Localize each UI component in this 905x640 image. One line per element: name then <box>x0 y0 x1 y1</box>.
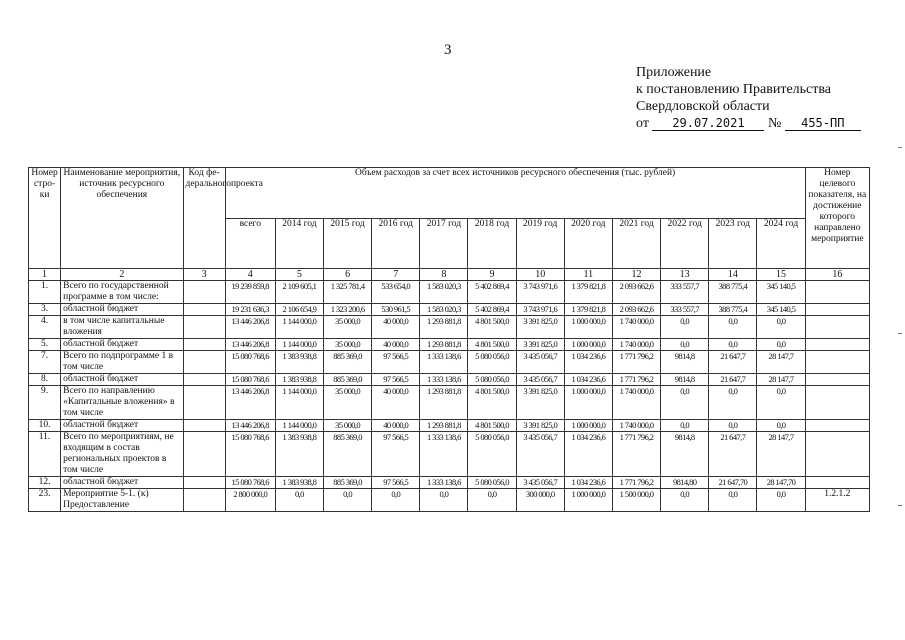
table-row <box>29 432 870 477</box>
value-cell: 5 080 056,0 <box>468 432 516 477</box>
row-name-cell: областной бюджет <box>61 374 183 386</box>
value-cell: 1 144 000,0 <box>275 386 323 420</box>
column-numbers-row <box>29 269 870 281</box>
row-name-cell: Всего по подпрограмме 1 в том числе <box>61 351 183 374</box>
value-cell: 28 147,70 <box>757 477 805 489</box>
column-number: 11 <box>564 269 612 281</box>
value-cell: 1 379 821,8 <box>564 304 612 316</box>
margin-mark <box>898 147 902 148</box>
value-cell: 13 446 206,8 <box>225 316 275 339</box>
header-year: 2024 год <box>757 218 805 269</box>
row-number-cell: 9. <box>29 386 61 420</box>
value-cell: 4 801 500,0 <box>468 316 516 339</box>
value-cell: 0,0 <box>661 420 709 432</box>
row-name-cell: Всего по мероприятиям, не входящим в состав региональных проектов в том числе <box>61 432 183 477</box>
value-cell: 1 034 236,6 <box>564 351 612 374</box>
value-cell: 15 080 768,6 <box>225 477 275 489</box>
value-cell: 1 771 796,2 <box>612 477 660 489</box>
column-number: 12 <box>612 269 660 281</box>
value-cell: 40 000,0 <box>372 420 420 432</box>
value-cell: 28 147,7 <box>757 351 805 374</box>
value-cell: 40 000,0 <box>372 386 420 420</box>
target-cell <box>805 386 869 420</box>
header-year: 2018 год <box>468 218 516 269</box>
header-volume: Объем расходов за счет всех источников ресурсного обеспечения (тыс. рублей) <box>225 168 805 219</box>
value-cell: 1 000 000,0 <box>564 339 612 351</box>
federal-code-cell <box>183 281 225 304</box>
header-row-number: Номер стро-ки <box>29 168 61 269</box>
federal-code-cell <box>183 304 225 316</box>
row-name-cell: областной бюджет <box>61 420 183 432</box>
target-cell <box>805 351 869 374</box>
target-cell <box>805 477 869 489</box>
value-cell: 1 383 938,8 <box>275 374 323 386</box>
value-cell: 97 566,5 <box>372 477 420 489</box>
value-cell: 388 775,4 <box>709 304 757 316</box>
appendix-block <box>636 64 861 132</box>
target-cell: 1.2.1.2 <box>805 489 869 512</box>
appendix-resolution: к постановлению Правительства <box>636 82 832 97</box>
value-cell: 3 435 056,7 <box>516 477 564 489</box>
table-body <box>29 281 870 512</box>
value-cell: 2 106 654,9 <box>275 304 323 316</box>
value-cell: 4 801 500,0 <box>468 420 516 432</box>
value-cell: 1 000 000,0 <box>564 386 612 420</box>
row-name-cell: в том числе капитальные вложения <box>61 316 183 339</box>
value-cell: 40 000,0 <box>372 339 420 351</box>
value-cell: 9814,80 <box>661 477 709 489</box>
header-year: 2019 год <box>516 218 564 269</box>
federal-code-cell <box>183 374 225 386</box>
federal-code-cell <box>183 420 225 432</box>
header-year: 2014 год <box>275 218 323 269</box>
row-number-cell: 23. <box>29 489 61 512</box>
value-cell: 15 080 768,6 <box>225 374 275 386</box>
federal-code-cell <box>183 351 225 374</box>
federal-code-cell <box>183 489 225 512</box>
value-cell: 0,0 <box>661 386 709 420</box>
column-number: 10 <box>516 269 564 281</box>
column-number: 14 <box>709 269 757 281</box>
value-cell: 1 293 881,8 <box>420 339 468 351</box>
value-cell: 0,0 <box>661 489 709 512</box>
row-number-cell: 3. <box>29 304 61 316</box>
table-row <box>29 386 870 420</box>
target-cell <box>805 304 869 316</box>
table-row <box>29 374 870 386</box>
value-cell: 885 369,0 <box>324 374 372 386</box>
value-cell: 4 801 500,0 <box>468 339 516 351</box>
value-cell: 0,0 <box>757 316 805 339</box>
number-prefix: № <box>767 116 782 131</box>
header-year: 2020 год <box>564 218 612 269</box>
value-cell: 40 000,0 <box>372 316 420 339</box>
column-number: 13 <box>661 269 709 281</box>
value-cell: 28 147,7 <box>757 432 805 477</box>
value-cell: 1 771 796,2 <box>612 374 660 386</box>
table-row <box>29 351 870 374</box>
table-row <box>29 420 870 432</box>
value-cell: 1 293 881,8 <box>420 420 468 432</box>
value-cell: 97 566,5 <box>372 432 420 477</box>
value-cell: 35 000,0 <box>324 420 372 432</box>
value-cell: 1 771 796,2 <box>612 351 660 374</box>
value-cell: 0,0 <box>324 489 372 512</box>
value-cell: 0,0 <box>661 339 709 351</box>
value-cell: 3 435 056,7 <box>516 351 564 374</box>
row-number-cell: 4. <box>29 316 61 339</box>
value-cell: 1 333 138,6 <box>420 432 468 477</box>
value-cell: 0,0 <box>275 489 323 512</box>
value-cell: 5 402 869,4 <box>468 281 516 304</box>
value-cell: 0,0 <box>661 316 709 339</box>
value-cell: 1 000 000,0 <box>564 316 612 339</box>
header-year: 2023 год <box>709 218 757 269</box>
value-cell: 1 740 000,0 <box>612 386 660 420</box>
value-cell: 9814,8 <box>661 432 709 477</box>
value-cell: 4 801 500,0 <box>468 386 516 420</box>
value-cell: 1 325 781,4 <box>324 281 372 304</box>
target-cell <box>805 339 869 351</box>
value-cell: 28 147,7 <box>757 374 805 386</box>
row-number-cell: 12. <box>29 477 61 489</box>
value-cell: 1 771 796,2 <box>612 432 660 477</box>
value-cell: 0,0 <box>757 386 805 420</box>
column-number: 7 <box>372 269 420 281</box>
value-cell: 1 333 138,6 <box>420 374 468 386</box>
value-cell: 1 144 000,0 <box>275 316 323 339</box>
federal-code-cell <box>183 386 225 420</box>
value-cell: 3 435 056,7 <box>516 374 564 386</box>
row-number-cell: 1. <box>29 281 61 304</box>
federal-code-cell <box>183 339 225 351</box>
row-number-cell: 8. <box>29 374 61 386</box>
value-cell: 9814,8 <box>661 374 709 386</box>
value-cell: 5 080 056,0 <box>468 374 516 386</box>
value-cell: 2 093 662,6 <box>612 281 660 304</box>
table-row <box>29 316 870 339</box>
row-name-cell: областной бюджет <box>61 304 183 316</box>
row-name-cell: Всего по государственной программе в том числе: <box>61 281 183 304</box>
value-cell: 333 557,7 <box>661 304 709 316</box>
column-number: 1 <box>29 269 61 281</box>
value-cell: 1 383 938,8 <box>275 351 323 374</box>
target-cell <box>805 420 869 432</box>
value-cell: 3 391 825,0 <box>516 386 564 420</box>
value-cell: 885 369,0 <box>324 351 372 374</box>
value-cell: 1 034 236,6 <box>564 374 612 386</box>
target-cell <box>805 281 869 304</box>
value-cell: 0,0 <box>757 489 805 512</box>
value-cell: 19 239 859,8 <box>225 281 275 304</box>
column-number: 2 <box>61 269 183 281</box>
value-cell: 21 647,7 <box>709 351 757 374</box>
value-cell: 1 144 000,0 <box>275 420 323 432</box>
row-number-cell: 10. <box>29 420 61 432</box>
row-number-cell: 11. <box>29 432 61 477</box>
appendix-region: Свердловской области <box>636 99 770 114</box>
value-cell: 1 383 938,8 <box>275 477 323 489</box>
target-cell <box>805 374 869 386</box>
header-year: 2015 год <box>324 218 372 269</box>
value-cell: 5 080 056,0 <box>468 351 516 374</box>
value-cell: 21 647,7 <box>709 432 757 477</box>
value-cell: 0,0 <box>709 489 757 512</box>
value-cell: 1 293 881,8 <box>420 316 468 339</box>
federal-code-cell <box>183 477 225 489</box>
table-row <box>29 477 870 489</box>
value-cell: 3 743 971,6 <box>516 281 564 304</box>
value-cell: 1 379 821,8 <box>564 281 612 304</box>
value-cell: 97 566,5 <box>372 351 420 374</box>
value-cell: 885 369,0 <box>324 432 372 477</box>
value-cell: 1 383 938,8 <box>275 432 323 477</box>
value-cell: 0,0 <box>709 420 757 432</box>
value-cell: 530 961,5 <box>372 304 420 316</box>
value-cell: 1 333 138,6 <box>420 477 468 489</box>
header-federal-code: Код фе-деральногопроекта <box>183 168 225 269</box>
column-number: 6 <box>324 269 372 281</box>
header-total: всего <box>225 218 275 269</box>
value-cell: 13 446 206,8 <box>225 339 275 351</box>
value-cell: 21 647,70 <box>709 477 757 489</box>
value-cell: 1 323 200,6 <box>324 304 372 316</box>
value-cell: 1 034 236,6 <box>564 477 612 489</box>
value-cell: 3 743 971,6 <box>516 304 564 316</box>
header-year: 2016 год <box>372 218 420 269</box>
value-cell: 5 402 869,4 <box>468 304 516 316</box>
value-cell: 15 080 768,6 <box>225 432 275 477</box>
appendix-date-line <box>636 115 861 132</box>
column-number: 16 <box>805 269 869 281</box>
value-cell: 5 080 056,0 <box>468 477 516 489</box>
table-row <box>29 489 870 512</box>
value-cell: 345 140,5 <box>757 304 805 316</box>
value-cell: 300 000,0 <box>516 489 564 512</box>
row-name-cell: областной бюджет <box>61 477 183 489</box>
value-cell: 9814,8 <box>661 351 709 374</box>
page-number: 3 <box>444 42 452 58</box>
value-cell: 1 740 000,0 <box>612 339 660 351</box>
target-cell <box>805 432 869 477</box>
margin-mark <box>898 505 902 506</box>
value-cell: 2 800 000,0 <box>225 489 275 512</box>
federal-code-cell <box>183 316 225 339</box>
value-cell: 2 109 605,1 <box>275 281 323 304</box>
value-cell: 35 000,0 <box>324 386 372 420</box>
column-number: 15 <box>757 269 805 281</box>
value-cell: 0,0 <box>757 420 805 432</box>
value-cell: 19 231 636,3 <box>225 304 275 316</box>
row-name-cell: областной бюджет <box>61 339 183 351</box>
value-cell: 1 583 020,3 <box>420 281 468 304</box>
resolution-date: 29.07.2021 <box>652 116 764 131</box>
value-cell: 35 000,0 <box>324 339 372 351</box>
value-cell: 1 000 000,0 <box>564 420 612 432</box>
row-name-cell: Мероприятие 5-1. (к) Предоставление <box>61 489 183 512</box>
value-cell: 1 293 881,8 <box>420 386 468 420</box>
table-row <box>29 304 870 316</box>
value-cell: 3 391 825,0 <box>516 339 564 351</box>
value-cell: 1 034 236,6 <box>564 432 612 477</box>
value-cell: 0,0 <box>709 386 757 420</box>
column-number: 9 <box>468 269 516 281</box>
row-number-cell: 7. <box>29 351 61 374</box>
row-name-cell: Всего по направлению «Капитальные вложения» в том числе <box>61 386 183 420</box>
value-cell: 0,0 <box>757 339 805 351</box>
header-name: Наименование мероприятия, источник ресурсного обеспечения <box>61 168 183 269</box>
value-cell: 1 500 000,0 <box>612 489 660 512</box>
target-cell <box>805 316 869 339</box>
value-cell: 3 391 825,0 <box>516 316 564 339</box>
value-cell: 333 557,7 <box>661 281 709 304</box>
value-cell: 13 446 206,8 <box>225 386 275 420</box>
value-cell: 15 080 768,6 <box>225 351 275 374</box>
column-number: 8 <box>420 269 468 281</box>
header-year: 2017 год <box>420 218 468 269</box>
value-cell: 1 000 000,0 <box>564 489 612 512</box>
value-cell: 1 144 000,0 <box>275 339 323 351</box>
column-number: 5 <box>275 269 323 281</box>
table-row <box>29 281 870 304</box>
margin-mark <box>898 333 902 334</box>
value-cell: 345 140,5 <box>757 281 805 304</box>
value-cell: 0,0 <box>709 316 757 339</box>
value-cell: 885 369,0 <box>324 477 372 489</box>
header-year: 2022 год <box>661 218 709 269</box>
table-row <box>29 339 870 351</box>
column-number: 3 <box>183 269 225 281</box>
budget-table <box>28 167 870 512</box>
value-cell: 1 740 000,0 <box>612 420 660 432</box>
value-cell: 1 333 138,6 <box>420 351 468 374</box>
value-cell: 1 583 020,3 <box>420 304 468 316</box>
value-cell: 0,0 <box>420 489 468 512</box>
value-cell: 21 647,7 <box>709 374 757 386</box>
value-cell: 3 391 825,0 <box>516 420 564 432</box>
resolution-number: 455-ПП <box>785 116 861 131</box>
header-year: 2021 год <box>612 218 660 269</box>
column-number: 4 <box>225 269 275 281</box>
value-cell: 533 654,0 <box>372 281 420 304</box>
value-cell: 0,0 <box>372 489 420 512</box>
value-cell: 1 740 000,0 <box>612 316 660 339</box>
value-cell: 97 566,5 <box>372 374 420 386</box>
value-cell: 0,0 <box>468 489 516 512</box>
value-cell: 35 000,0 <box>324 316 372 339</box>
header-target: Номер целевого показателя, на достижение которого направлено мероприятие <box>805 168 869 269</box>
row-number-cell: 5. <box>29 339 61 351</box>
value-cell: 3 435 056,7 <box>516 432 564 477</box>
value-cell: 0,0 <box>709 339 757 351</box>
appendix-title: Приложение <box>636 65 712 80</box>
value-cell: 2 093 662,6 <box>612 304 660 316</box>
value-cell: 388 775,4 <box>709 281 757 304</box>
value-cell: 13 446 206,8 <box>225 420 275 432</box>
federal-code-cell <box>183 432 225 477</box>
date-prefix: от <box>636 116 649 131</box>
